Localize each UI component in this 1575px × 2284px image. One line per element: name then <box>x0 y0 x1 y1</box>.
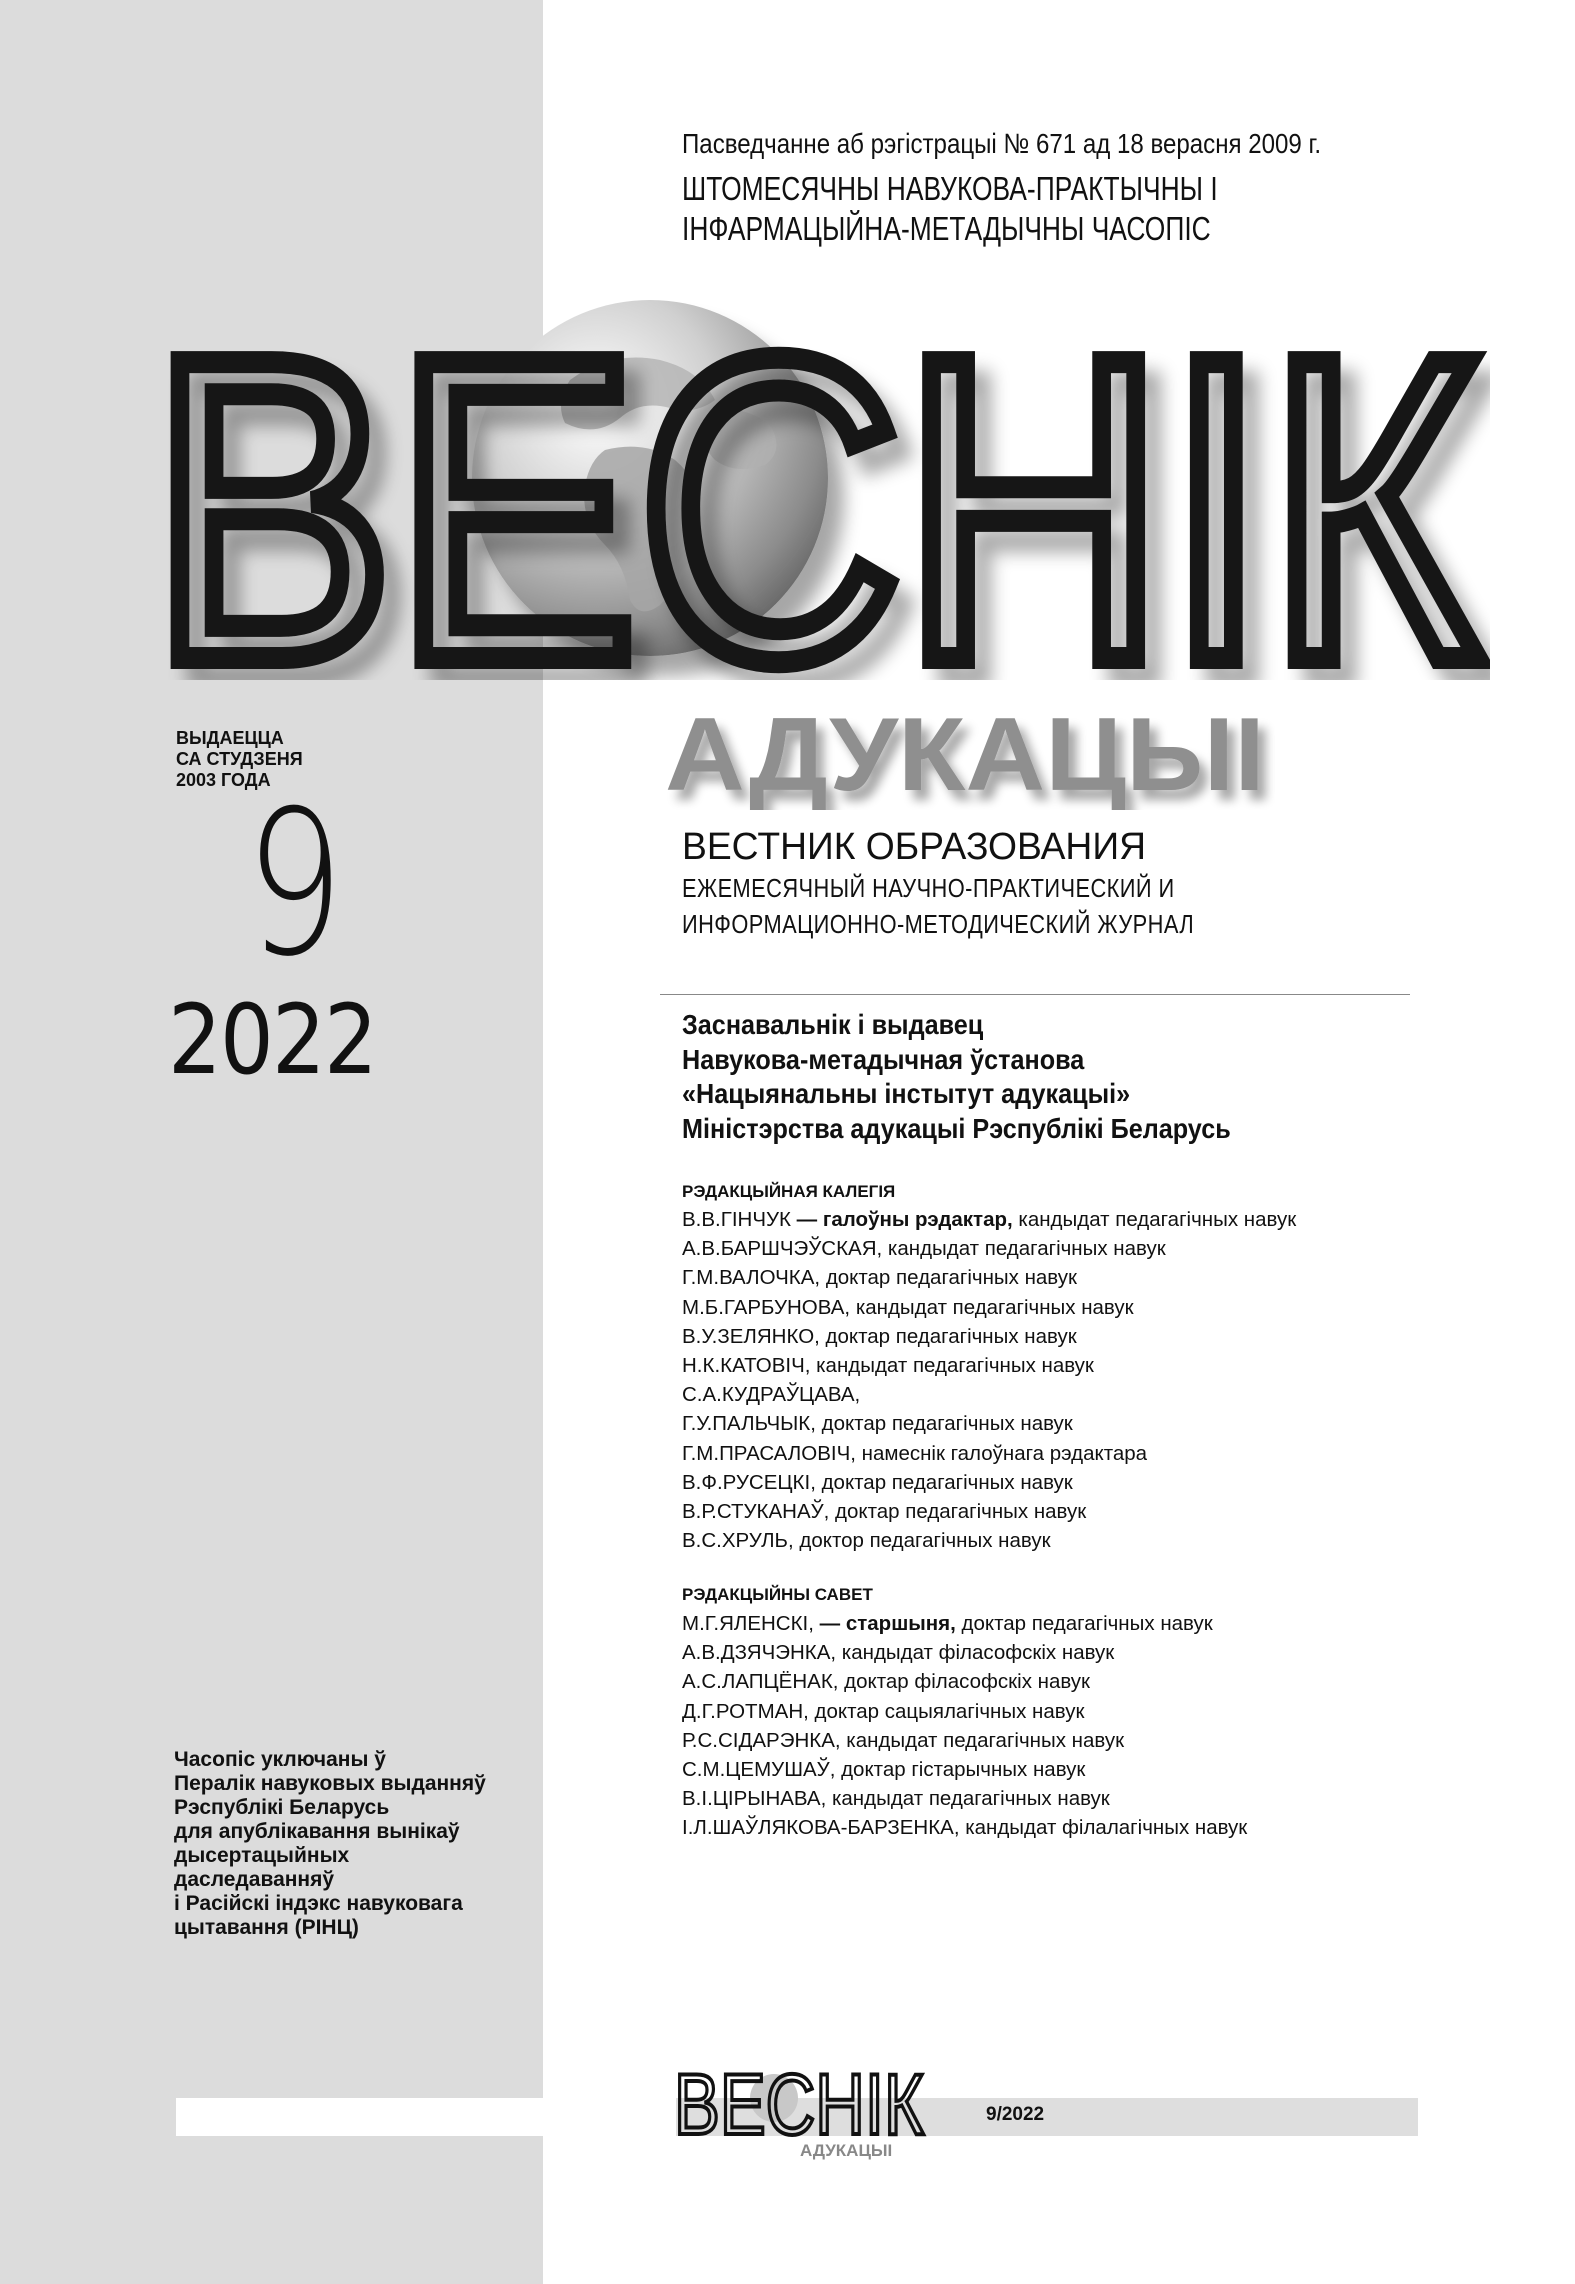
member-info: , доктор педагагічных навук <box>788 1529 1051 1553</box>
council-member <box>682 1813 1247 1842</box>
member-info: , доктар педагагічных навук <box>814 1266 1077 1290</box>
member-name: В.Ф.РУСЕЦКІ <box>682 1470 811 1494</box>
footer-logo-title: ВЕСНІК <box>674 2057 924 2153</box>
founder-line: Навукова-метадычная ўстанова <box>682 1043 1085 1075</box>
editorial-council-title: РЭДАКЦЫЙНЫ САВЕТ <box>682 1585 873 1604</box>
member-name: М.Б.ГАРБУНОВА <box>682 1295 845 1319</box>
member-info: , кандыдат педагагічных навук <box>820 1787 1110 1811</box>
member-info: , доктар сацыялагічных навук <box>803 1699 1085 1723</box>
member-name: Р.С.СІДАРЭНКА <box>682 1728 835 1752</box>
member-info: , доктар педагагічных навук <box>810 1470 1073 1494</box>
council-member <box>682 1697 1247 1726</box>
member-role: — галоўны рэдактар, <box>790 1208 1013 1231</box>
member-name: А.С.ЛАПЦЁНАК <box>682 1670 833 1694</box>
board-member <box>682 1468 1296 1497</box>
member-name: В.С.ХРУЛЬ <box>682 1529 789 1553</box>
member-role: — старшыня, <box>813 1612 956 1635</box>
member-info: , доктар педагагічных навук <box>823 1500 1087 1524</box>
member-name: Г.У.ПАЛЬЧЫК <box>682 1412 811 1436</box>
issue-number: 9 <box>245 768 345 1001</box>
divider-line <box>660 994 1410 995</box>
board-member <box>682 1439 1296 1468</box>
council-member <box>682 1609 1247 1638</box>
member-name: М.Г.ЯЛЕНСКІ, <box>682 1612 814 1635</box>
board-member <box>682 1409 1296 1438</box>
board-member <box>682 1380 1296 1409</box>
footer-bar-white-part <box>176 2098 676 2136</box>
founder-line: Міністэрства адукацыі Рэспублікі Беларусь <box>682 1112 1231 1144</box>
board-member <box>682 1263 1296 1292</box>
board-member <box>682 1322 1296 1351</box>
founder-line: Заснавальнік і выдавец <box>682 1009 984 1040</box>
member-info: , доктар педагагічных навук <box>810 1412 1073 1436</box>
journal-kind-line-2: ІНФАРМАЦЫЙНА-МЕТАДЫЧНЫ ЧАСОПІС <box>682 210 1211 247</box>
member-name: Г.М.ПРАСАЛОВІЧ <box>682 1441 851 1465</box>
board-member <box>682 1234 1296 1263</box>
board-member <box>682 1526 1296 1555</box>
indexing-note: Часопіс уключаны ў Пералік навуковых выданняў Рэспублікі Беларусь для апублікавання вынікаў дысертацыйных даследаванняў і Расійскі індэкс навуковага цытавання (РІНЦ) <box>174 1748 486 1939</box>
registration-line: Пасведчанне аб рэгістрацыі № 671 ад 18 верасня 2009 г. <box>682 128 1322 159</box>
board-member <box>682 1293 1296 1322</box>
council-member <box>682 1784 1247 1813</box>
masthead-logo <box>150 290 1490 680</box>
member-name: І.Л.ШАЎЛЯКОВА-БАРЗЕНКА <box>682 1816 954 1840</box>
member-info: , <box>854 1383 861 1407</box>
board-member <box>682 1497 1296 1526</box>
editorial-council-list <box>682 1609 1247 1843</box>
masthead-subtitle <box>665 700 1275 810</box>
footer-logo-subtitle: АДУКАЦЫІ <box>800 2141 893 2160</box>
member-name: Г.М.ВАЛОЧКА <box>682 1266 815 1290</box>
issued-since: ВЫДАЕЦЦА СА СТУДЗЕНЯ 2003 ГОДА <box>176 728 303 790</box>
member-info: , доктар гістарычных навук <box>829 1758 1086 1782</box>
member-info: , кандыдат філасофскіх навук <box>830 1641 1115 1665</box>
masthead-subtitle-text: АДУКАЦЫІ <box>665 700 1265 810</box>
council-member <box>682 1726 1247 1755</box>
member-name: В.В.ГІНЧУК <box>682 1208 791 1231</box>
member-info: , намеснік галоўнага рэдактара <box>850 1441 1148 1465</box>
member-info: , кандыдат педагагічных навук <box>804 1354 1094 1378</box>
member-info: , доктар педагагічных навук <box>814 1324 1077 1348</box>
member-info: доктар педагагічных навук <box>955 1612 1213 1635</box>
russian-subtitle-1: ЕЖЕМЕСЯЧНЫЙ НАУЧНО-ПРАКТИЧЕСКИЙ И <box>682 873 1175 903</box>
russian-title: ВЕСТНИК ОБРАЗОВАНИЯ <box>682 826 1146 868</box>
member-name: С.А.КУДРАЎЦАВА <box>682 1383 855 1407</box>
council-member <box>682 1755 1247 1784</box>
russian-subtitle-2: ИНФОРМАЦИОННО-МЕТОДИЧЕСКИЙ ЖУРНАЛ <box>682 909 1195 939</box>
member-info: , кандыдат філалагічных навук <box>953 1816 1248 1840</box>
journal-kind-line-1: ШТОМЕСЯЧНЫ НАВУКОВА-ПРАКТЫЧНЫ І <box>682 170 1218 207</box>
member-name: В.І.ЦІРЫНАВА <box>682 1787 821 1811</box>
member-name: С.М.ЦЕМУШАЎ <box>682 1758 830 1782</box>
member-name: А.В.БАРШЧЭЎСКАЯ <box>682 1237 877 1261</box>
masthead-title: ВЕСНІК <box>150 290 1480 680</box>
footer-issue: 9/2022 <box>986 2104 1045 2125</box>
member-info: , кандыдат педагагічных навук <box>834 1728 1125 1752</box>
editorial-board-title: РЭДАКЦЫЙНАЯ КАЛЕГІЯ <box>682 1182 896 1201</box>
member-info: кандыдат педагагічных навук <box>1012 1208 1297 1231</box>
council-member <box>682 1667 1247 1696</box>
board-member <box>682 1205 1296 1234</box>
board-member <box>682 1351 1296 1380</box>
member-name: В.У.ЗЕЛЯНКО <box>682 1324 815 1348</box>
founder-block <box>682 1008 1231 1146</box>
council-member <box>682 1638 1247 1667</box>
member-info: , кандыдат педагагічных навук <box>876 1237 1166 1261</box>
member-info: , доктар філасофскіх навук <box>832 1670 1091 1694</box>
footer-logo <box>672 2040 932 2160</box>
member-name: В.Р.СТУКАНАЎ <box>682 1500 824 1524</box>
member-name: Д.Г.РОТМАН <box>682 1699 804 1723</box>
member-name: Н.К.КАТОВІЧ <box>682 1354 805 1378</box>
member-name: А.В.ДЗЯЧЭНКА <box>682 1641 831 1665</box>
editorial-board-list <box>682 1205 1296 1555</box>
founder-line: «Нацыянальны інстытут адукацыі» <box>682 1078 1131 1109</box>
member-info: , кандыдат педагагічных навук <box>844 1295 1134 1319</box>
issue-year: 2022 <box>168 984 376 1096</box>
